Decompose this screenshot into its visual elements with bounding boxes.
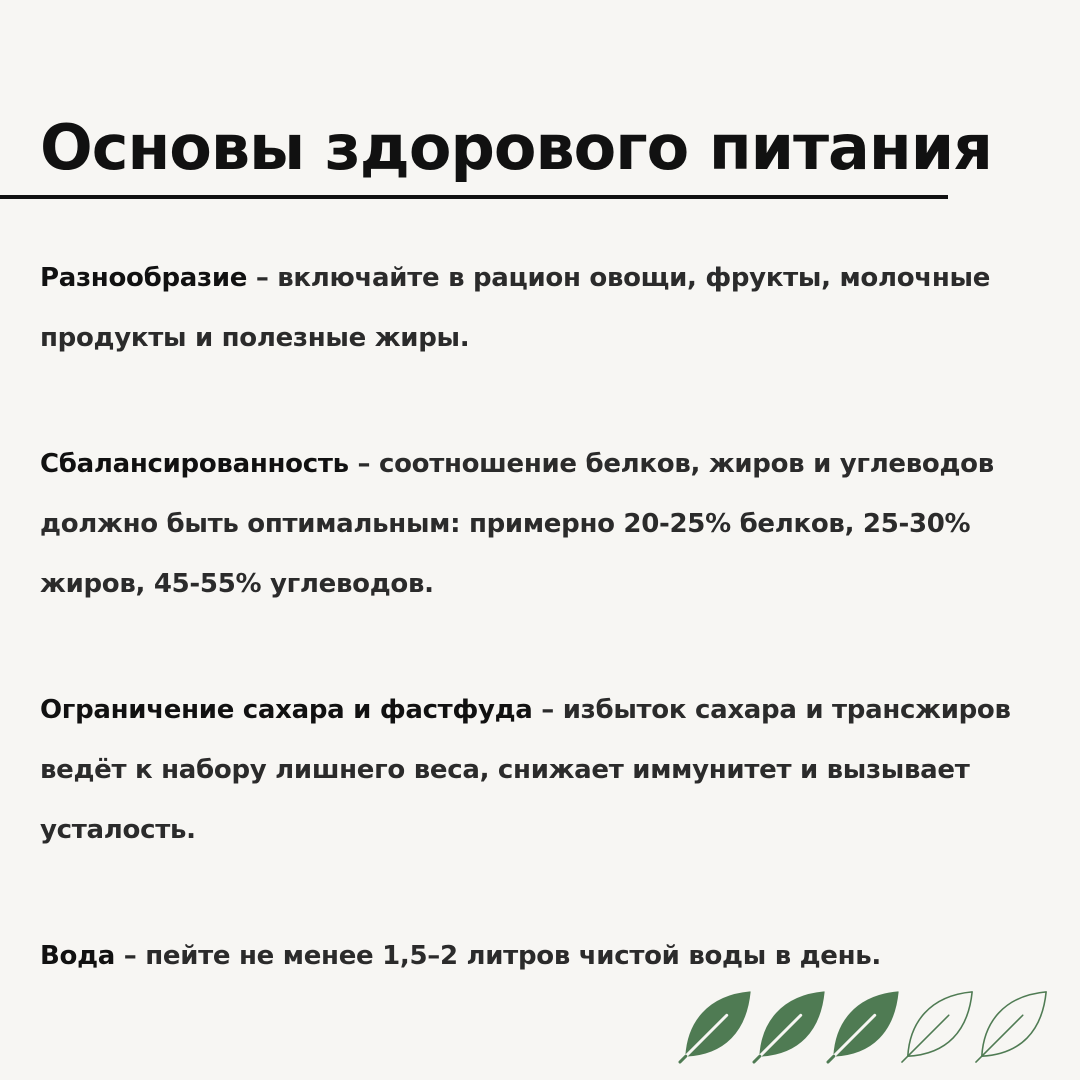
nutrition-principles-list bbox=[40, 248, 1050, 986]
principle-description: – соотношение белков, жиров и углеводов должно быть оптимальным: примерно 20-25% белков, 25-30% жиров, 45-55% углеводов. bbox=[40, 449, 994, 599]
principle-sugar-limit bbox=[40, 680, 1050, 860]
principle-description: – пейте не менее 1,5–2 литров чистой воды в день. bbox=[115, 941, 882, 971]
principle-variety bbox=[40, 248, 1050, 368]
principle-term: Вода bbox=[40, 941, 116, 971]
leaf-rating bbox=[678, 985, 1064, 1065]
principle-term: Разнообразие bbox=[40, 263, 248, 293]
principle-term: Ограничение сахара и фастфуда bbox=[40, 695, 533, 725]
leaf-icon-filled bbox=[678, 985, 756, 1065]
leaf-icon-outline bbox=[974, 985, 1052, 1065]
principle-balance bbox=[40, 434, 1050, 614]
page-title: Основы здорового питания bbox=[40, 111, 992, 184]
leaf-icon-filled bbox=[752, 985, 830, 1065]
leaf-icon-filled bbox=[826, 985, 904, 1065]
leaf-icon-outline bbox=[900, 985, 978, 1065]
principle-description: – избыток сахара и трансжиров ведёт к набору лишнего веса, снижает иммунитет и вызывает усталость. bbox=[40, 695, 1011, 845]
principle-description: – включайте в рацион овощи, фрукты, молочные продукты и полезные жиры. bbox=[40, 263, 991, 353]
title-underline bbox=[0, 195, 948, 199]
principle-term: Сбалансированность bbox=[40, 449, 349, 479]
principle-water bbox=[40, 926, 1050, 986]
